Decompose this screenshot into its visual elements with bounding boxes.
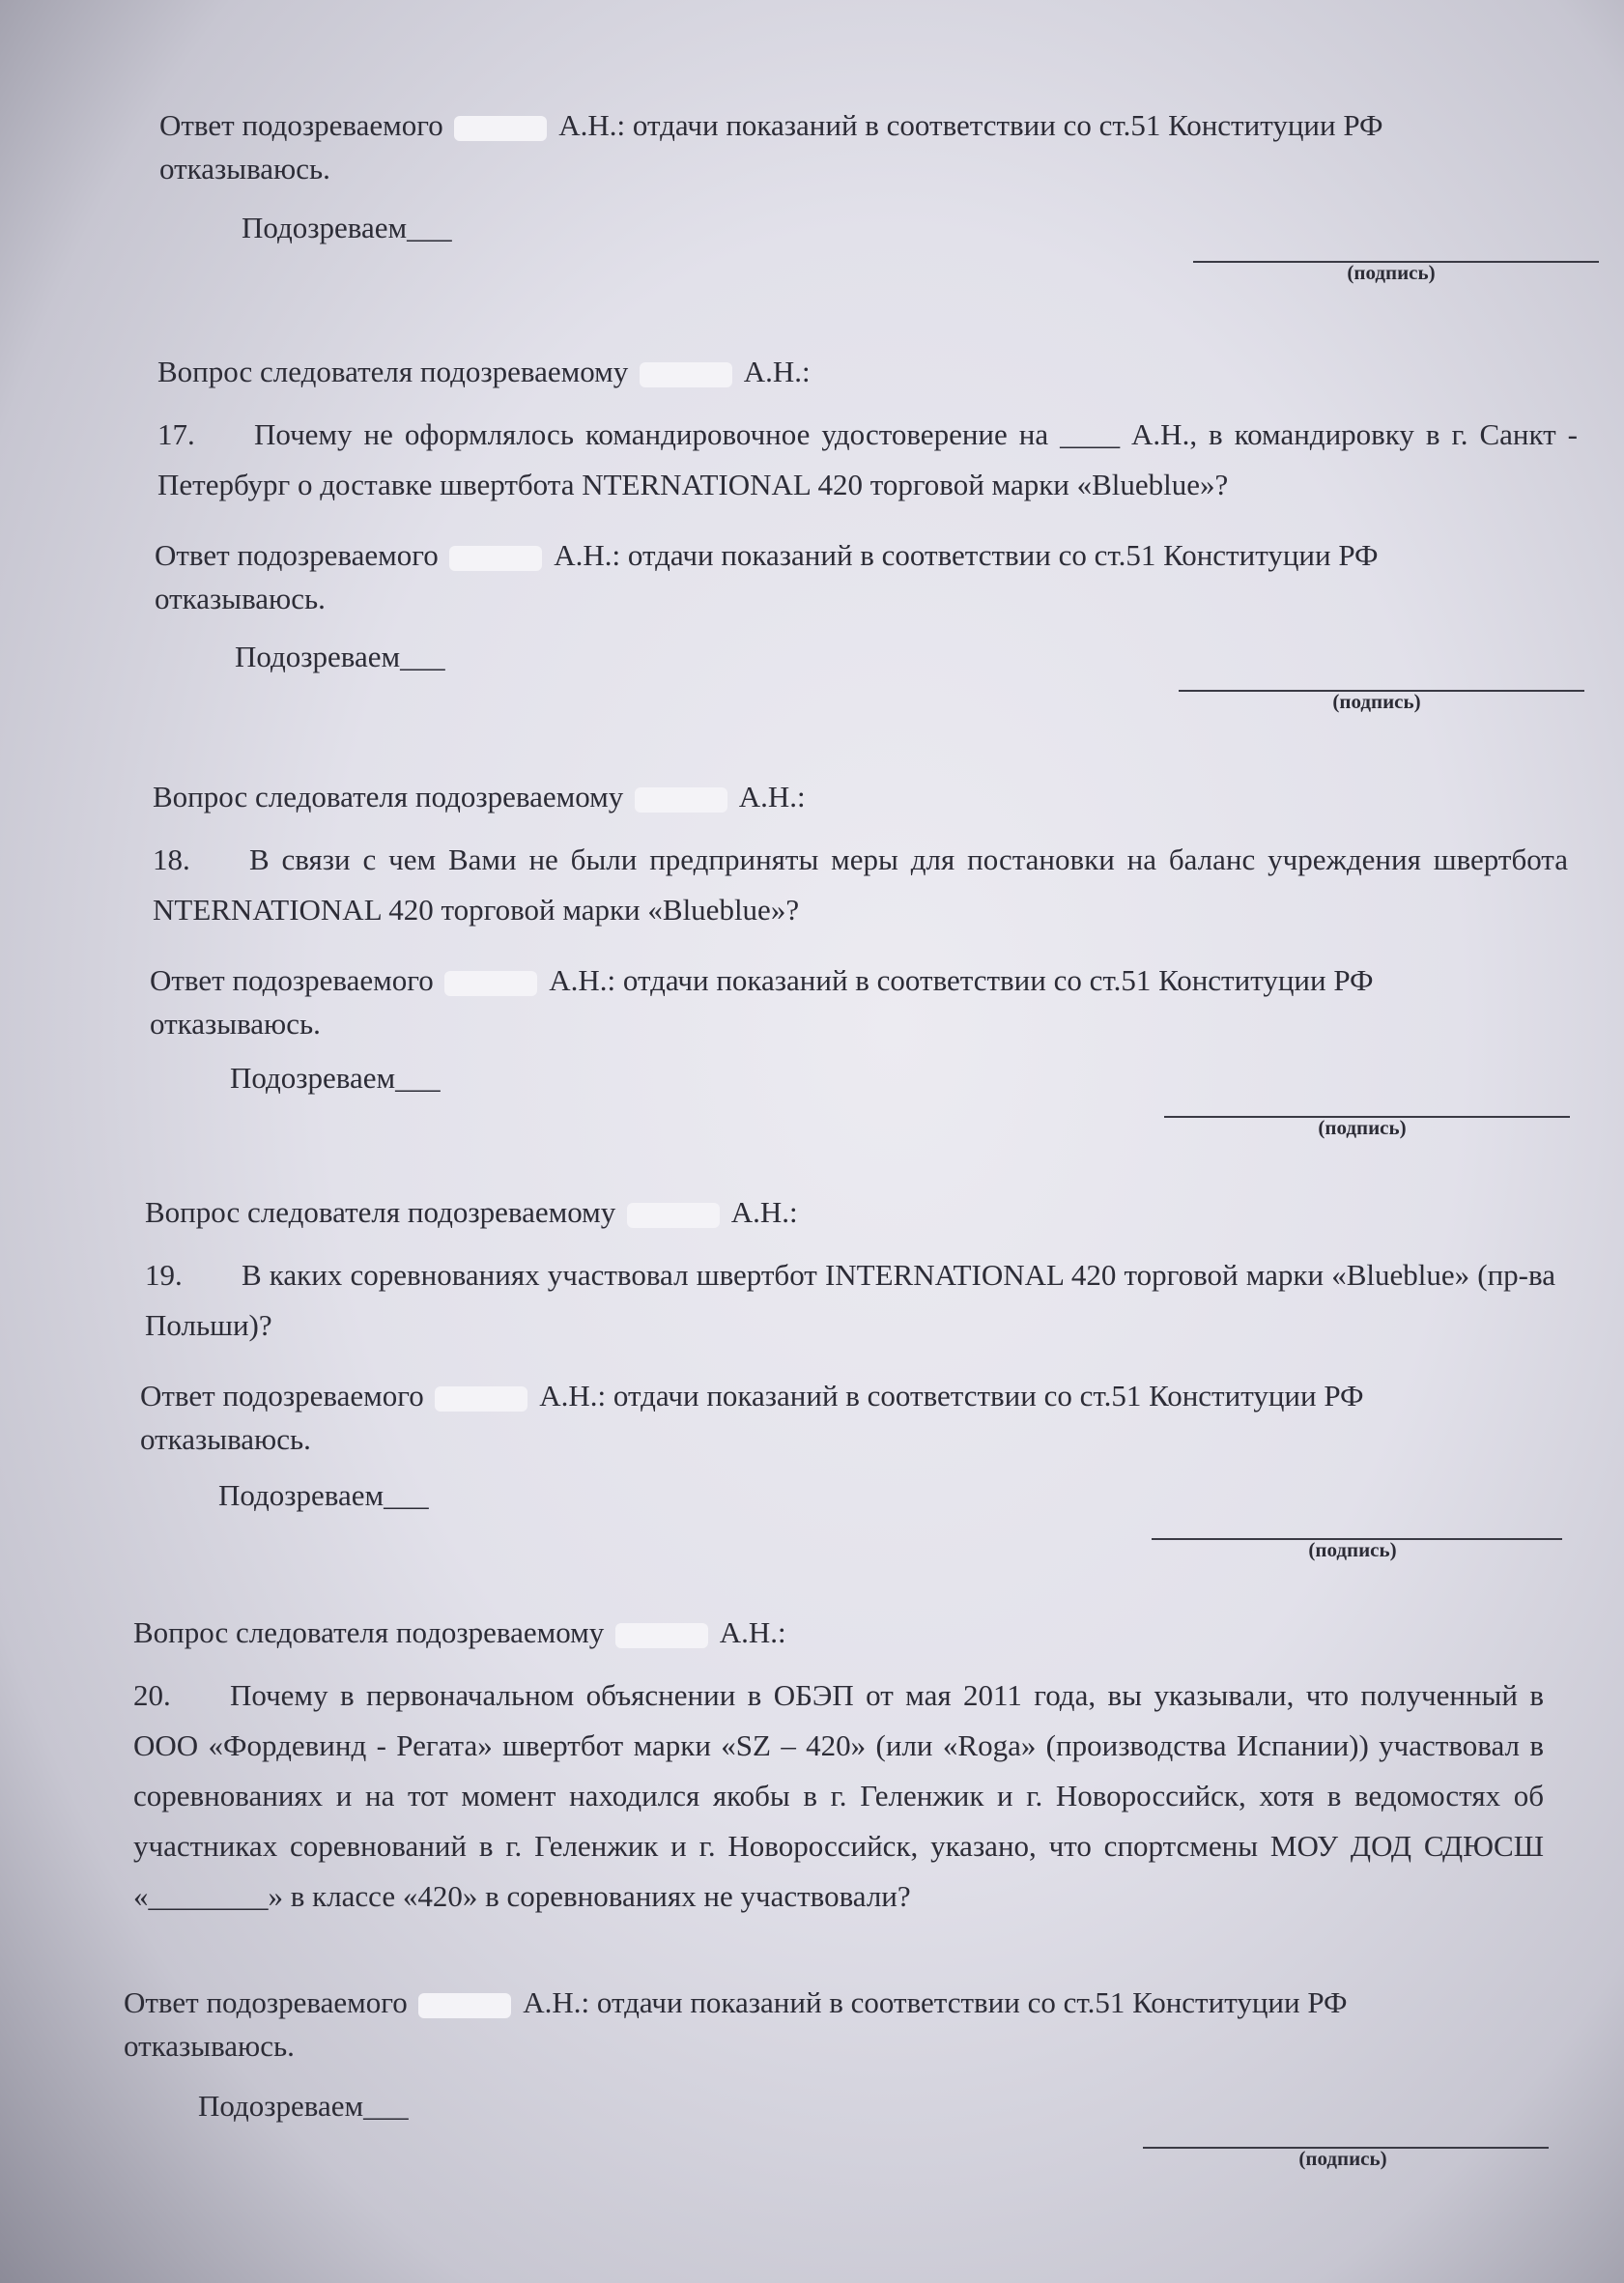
- redaction-mark: [615, 1623, 708, 1648]
- heading-suffix: А.Н.:: [730, 1195, 798, 1229]
- redaction-mark: [418, 1993, 511, 2018]
- heading-prefix: Вопрос следователя подозреваемому: [145, 1195, 616, 1229]
- redaction-mark: [449, 546, 542, 571]
- heading-suffix: А.Н.:: [738, 780, 806, 813]
- answer-prefix: Ответ подозреваемого: [124, 1985, 408, 2019]
- answer-suffix: А.Н.: отдачи показаний в соответствии со ст.51 Конституции РФ: [558, 108, 1383, 142]
- question-block-17: [157, 348, 1578, 510]
- answer-prefix: Ответ подозреваемого: [155, 538, 439, 572]
- answer-line: [124, 1979, 1539, 2027]
- signature-caption: (подпись): [1298, 2147, 1387, 2170]
- question-number: 17.: [157, 417, 195, 451]
- heading-prefix: Вопрос следователя подозреваемому: [133, 1615, 605, 1649]
- question-number: 19.: [145, 1258, 183, 1292]
- answer-block-20: [124, 1979, 1539, 2066]
- answer-suffix: А.Н.: отдачи показаний в соответствии со ст.51 Конституции РФ: [523, 1985, 1348, 2019]
- question-block-18: [153, 773, 1568, 935]
- heading-prefix: Вопрос следователя подозреваемому: [157, 355, 629, 388]
- answer-line: [140, 1372, 1551, 1420]
- question-heading: [133, 1609, 1544, 1657]
- redaction-mark: [635, 787, 727, 813]
- question-heading: [145, 1188, 1555, 1237]
- suspect-signature-label: Подозреваем___: [242, 211, 452, 244]
- question-number: 18.: [153, 842, 190, 876]
- heading-prefix: Вопрос следователя подозреваемому: [153, 780, 624, 813]
- suspect-signature-label: Подозреваем___: [230, 1061, 441, 1095]
- question-heading: [157, 348, 1578, 396]
- answer-prefix: Ответ подозреваемого: [150, 963, 434, 997]
- answer-suffix: А.Н.: отдачи показаний в соответствии со ст.51 Конституции РФ: [539, 1379, 1364, 1413]
- answer-suffix: А.Н.: отдачи показаний в соответствии со ст.51 Конституции РФ: [549, 963, 1374, 997]
- signature-caption: (подпись): [1347, 261, 1436, 284]
- answer-line: [150, 956, 1570, 1005]
- answer-line-2: отказываюсь.: [155, 582, 326, 615]
- answer-line: [159, 101, 1580, 150]
- question-body: В связи с чем Вами не были предприняты меры для постановки на баланс учреждения швертбота NTERNATIONAL 420 торговой марки «Blueblue»?: [153, 842, 1568, 927]
- question-text: [133, 1670, 1544, 1922]
- answer-block-18: [150, 956, 1570, 1043]
- answer-line-2: отказываюсь.: [150, 1007, 321, 1041]
- signature-caption: (подпись): [1318, 1116, 1407, 1139]
- answer-line-2: отказываюсь.: [124, 2029, 295, 2063]
- redaction-mark: [454, 116, 547, 141]
- suspect-signature-label: Подозреваем___: [218, 1478, 429, 1512]
- answer-block-top: [159, 101, 1580, 188]
- redaction-mark: [640, 362, 732, 387]
- question-block-19: [145, 1188, 1555, 1351]
- signature-caption: (подпись): [1308, 1538, 1397, 1561]
- answer-line-2: отказываюсь.: [159, 152, 330, 185]
- question-body: Почему в первоначальном объяснении в ОБЭП от мая 2011 года, вы указывали, что полученный в ООО «Фордевинд - Регата» швертбот марки «SZ – 420» (или «Roga» (производства Испании)) участвовал в соревнованиях и на тот момент находился якобы в г. Геленжик и г. Новороссийск, хотя в ведомостях об участниках соревнований в г. Геленжик и г. Новороссийск, указано, что спортсмены МОУ ДОД СДЮСШ «________» в классе «420» в соревнованиях не участвовали?: [133, 1678, 1544, 1913]
- suspect-signature-label: Подозреваем___: [235, 640, 445, 673]
- answer-line: [155, 531, 1580, 580]
- question-text: [145, 1250, 1555, 1351]
- redaction-mark: [627, 1203, 720, 1228]
- heading-suffix: А.Н.:: [743, 355, 811, 388]
- answer-suffix: А.Н.: отдачи показаний в соответствии со ст.51 Конституции РФ: [554, 538, 1379, 572]
- question-text: [153, 835, 1568, 935]
- question-text: [157, 410, 1578, 510]
- question-body: Почему не оформлялось командировочное удостоверение на ____ А.Н., в командировку в г. Санкт - Петербург о доставке швертбота NTERNATIONAL 420 торговой марки «Blueblue»?: [157, 417, 1578, 501]
- answer-line-2: отказываюсь.: [140, 1422, 311, 1456]
- question-block-20: [133, 1609, 1544, 1922]
- answer-block-17: [155, 531, 1580, 618]
- heading-suffix: А.Н.:: [719, 1615, 786, 1649]
- redaction-mark: [444, 971, 537, 996]
- suspect-signature-label: Подозреваем___: [198, 2089, 409, 2123]
- answer-block-19: [140, 1372, 1551, 1459]
- question-heading: [153, 773, 1568, 821]
- question-body: В каких соревнованиях участвовал швертбот INTERNATIONAL 420 торговой марки «Blueblue» (пр-ва Польши)?: [145, 1258, 1555, 1342]
- answer-prefix: Ответ подозреваемого: [159, 108, 443, 142]
- signature-caption: (подпись): [1332, 690, 1421, 713]
- answer-prefix: Ответ подозреваемого: [140, 1379, 424, 1413]
- question-number: 20.: [133, 1678, 171, 1712]
- redaction-mark: [435, 1386, 527, 1412]
